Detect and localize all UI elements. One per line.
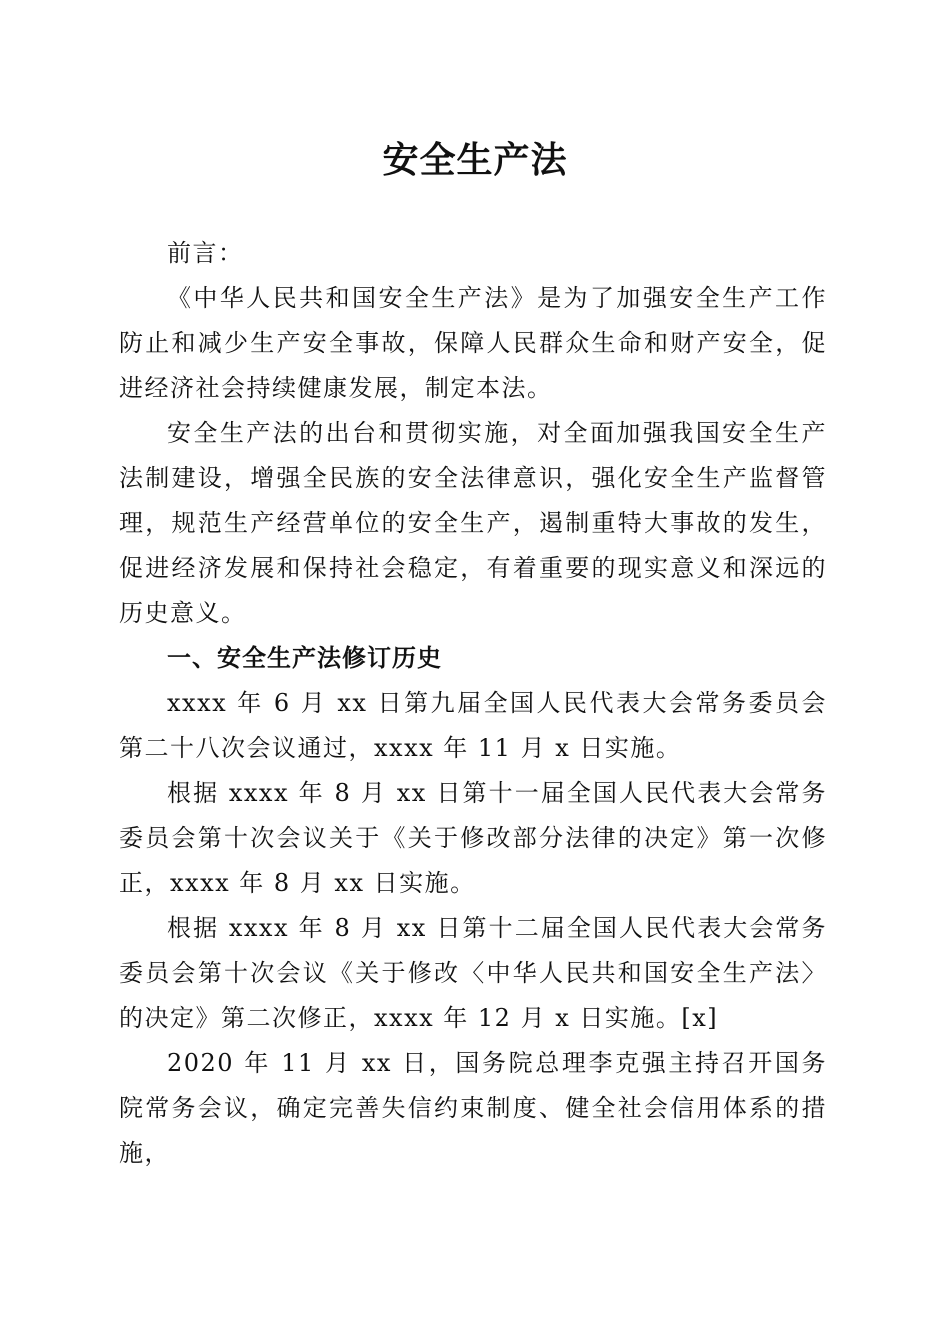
paragraph-second-amendment: 根据 xxxx 年 8 月 xx 日第十二届全国人民代表大会常务委员会第十次会议《关于修改〈中华人民共和国安全生产法〉的决定》第二次修正，xxxx 年 12 月 x 日实施。[x] [119,914,827,1032]
paragraph-adoption: xxxx 年 6 月 xx 日第九届全国人民代表大会常务委员会第二十八次会议通过，xxxx 年 11 月 x 日实施。 [119,689,827,762]
preface-label: 前言： [167,239,244,267]
paragraph-purpose: 《中华人民共和国安全生产法》是为了加强安全生产工作防止和减少生产安全事故，保障人民群众生命和财产安全，促进经济社会持续健康发展，制定本法。 [119,284,827,402]
document-title: 安全生产法 [382,139,568,181]
document-body [119,231,827,1176]
section-heading: 一、安全生产法修订历史 [167,644,442,672]
paragraph-first-amendment: 根据 xxxx 年 8 月 xx 日第十一届全国人民代表大会常务委员会第十次会议关于《关于修改部分法律的决定》第一次修正，xxxx 年 8 月 xx 日实施。 [119,779,827,897]
paragraph-state-council: 2020 年 11 月 xx 日，国务院总理李克强主持召开国务院常务会议，确定完善失信约束制度、健全社会信用体系的措施， [119,1049,827,1167]
paragraph-significance: 安全生产法的出台和贯彻实施，对全面加强我国安全生产法制建设，增强全民族的安全法律意识，强化安全生产监督管理，规范生产经营单位的安全生产，遏制重特大事故的发生，促进经济发展和保持社会稳定，有着重要的现实意义和深远的历史意义。 [119,419,827,627]
